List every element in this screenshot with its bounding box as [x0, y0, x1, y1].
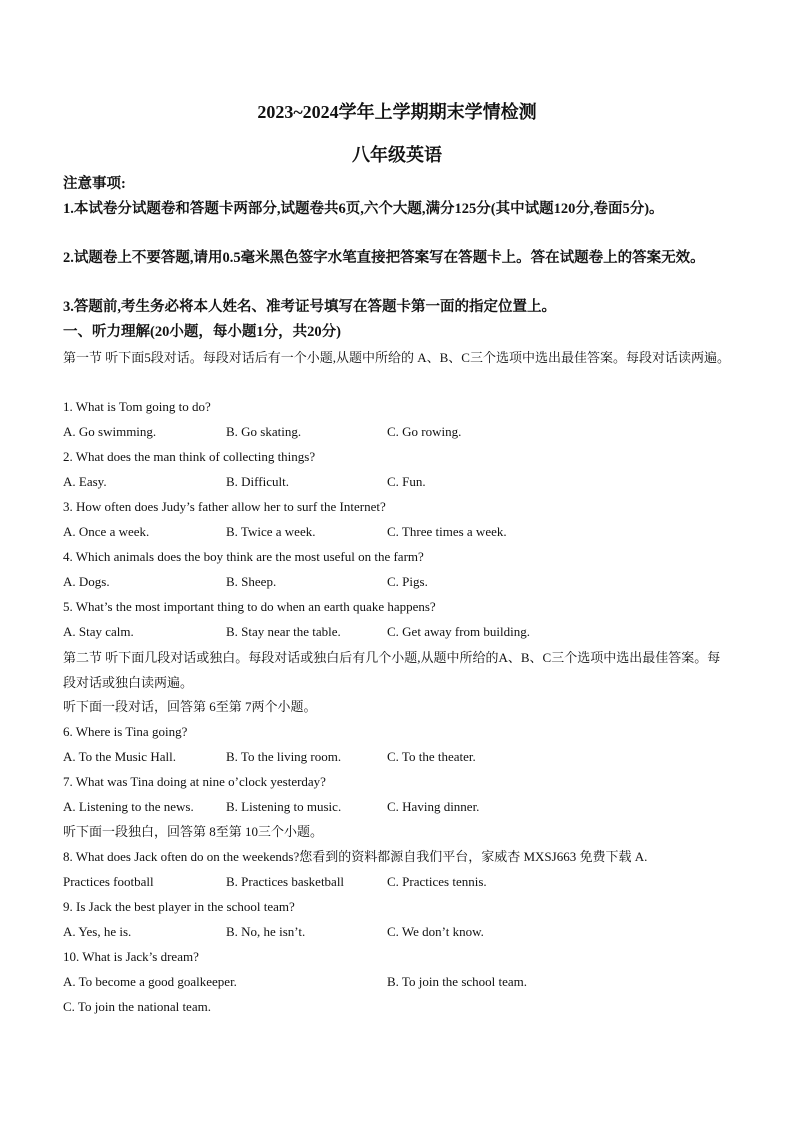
- q2-option-a: A. Easy.: [63, 474, 107, 489]
- question-7: 7. What was Tina doing at nine o’clock yesterday?: [63, 774, 326, 789]
- q1-option-b: B. Go skating.: [226, 424, 302, 439]
- q6-option-b: B. To the living room.: [226, 749, 342, 764]
- q3-option-c: C. Three times a week.: [387, 524, 507, 539]
- q5-option-b: B. Stay near the table.: [226, 624, 341, 639]
- q5-option-c: C. Get away from building.: [387, 624, 530, 639]
- q1-option-c: C. Go rowing.: [387, 424, 462, 439]
- question-2: 2. What does the man think of collecting things?: [63, 449, 316, 464]
- q9-option-c: C. We don’t know.: [387, 924, 484, 939]
- lead-6-7: 听下面一段对话，回答第 6至第 7两个小题。: [63, 699, 317, 714]
- question-3: 3. How often does Judy’s father allow her to surf the Internet?: [63, 499, 386, 514]
- notice-item-2: 2.试题卷上不要答题,请用0.5毫米黑色签字水笔直接把答案写在答题卡上。答在试题卷上的答案无效。: [63, 250, 705, 266]
- question-6: 6. Where is Tina going?: [63, 724, 188, 739]
- exam-title: 2023~2024学年上学期期末学情检测: [257, 102, 537, 122]
- notice-item-1: 1.本试卷分试题卷和答题卡两部分,试题卷共6页,六个大题,满分125分(其中试题120分,卷面5分)。: [63, 201, 664, 217]
- q1-option-a: A. Go swimming.: [63, 424, 157, 439]
- notice-heading: 注意事项:: [63, 176, 126, 192]
- q4-option-b: B. Sheep.: [226, 574, 277, 589]
- q2-option-b: B. Difficult.: [226, 474, 289, 489]
- q8-option-a: Practices football: [63, 874, 154, 889]
- q6-option-c: C. To the theater.: [387, 749, 476, 764]
- q8-option-c: C. Practices tennis.: [387, 874, 487, 889]
- q5-option-a: A. Stay calm.: [63, 624, 134, 639]
- part2-instructions: 第二节 听下面几段对话或独白。每段对话或独白后有几个小题,从题中所给的A、B、C三个选项中选出最佳答案。每段对话或独白读两遍。: [63, 650, 721, 690]
- q10-option-c: C. To join the national team.: [63, 999, 211, 1014]
- q10-option-a: A. To become a good goalkeeper.: [63, 974, 237, 989]
- q3-option-b: B. Twice a week.: [226, 524, 316, 539]
- question-8: 8. What does Jack often do on the weekends?您看到的资料都源自我们平台，家威杏 MXSJ663 免费下载 A.: [63, 849, 648, 864]
- q10-option-b: B. To join the school team.: [387, 974, 528, 989]
- q7-option-c: C. Having dinner.: [387, 799, 480, 814]
- notice-item-3: 3.答题前,考生务必将本人姓名、准考证号填写在答题卡第一面的指定位置上。: [63, 299, 556, 315]
- section-heading: 一、听力理解(20小题，每小题1分，共20分): [63, 324, 341, 340]
- q9-option-a: A. Yes, he is.: [63, 924, 132, 939]
- question-9: 9. Is Jack the best player in the school team?: [63, 899, 295, 914]
- question-1: 1. What is Tom going to do?: [63, 399, 211, 414]
- q8-option-b: B. Practices basketball: [226, 874, 345, 889]
- part1-instructions: 第一节 听下面5段对话。每段对话后有一个小题,从题中所给的 A、B、C三个选项中选出最佳答案。每段对话读两遍。: [63, 350, 730, 365]
- q7-option-a: A. Listening to the news.: [63, 799, 194, 814]
- q7-option-b: B. Listening to music.: [226, 799, 342, 814]
- q2-option-c: C. Fun.: [387, 474, 426, 489]
- lead-8-10: 听下面一段独白，回答第 8至第 10三个小题。: [63, 824, 324, 839]
- question-10: 10. What is Jack’s dream?: [63, 949, 199, 964]
- exam-subtitle: 八年级英语: [352, 145, 442, 165]
- question-4: 4. Which animals does the boy think are the most useful on the farm?: [63, 549, 424, 564]
- q9-option-b: B. No, he isn’t.: [226, 924, 306, 939]
- q4-option-a: A. Dogs.: [63, 574, 110, 589]
- q3-option-a: A. Once a week.: [63, 524, 150, 539]
- q6-option-a: A. To the Music Hall.: [63, 749, 176, 764]
- question-5: 5. What’s the most important thing to do when an earth quake happens?: [63, 599, 436, 614]
- q4-option-c: C. Pigs.: [387, 574, 428, 589]
